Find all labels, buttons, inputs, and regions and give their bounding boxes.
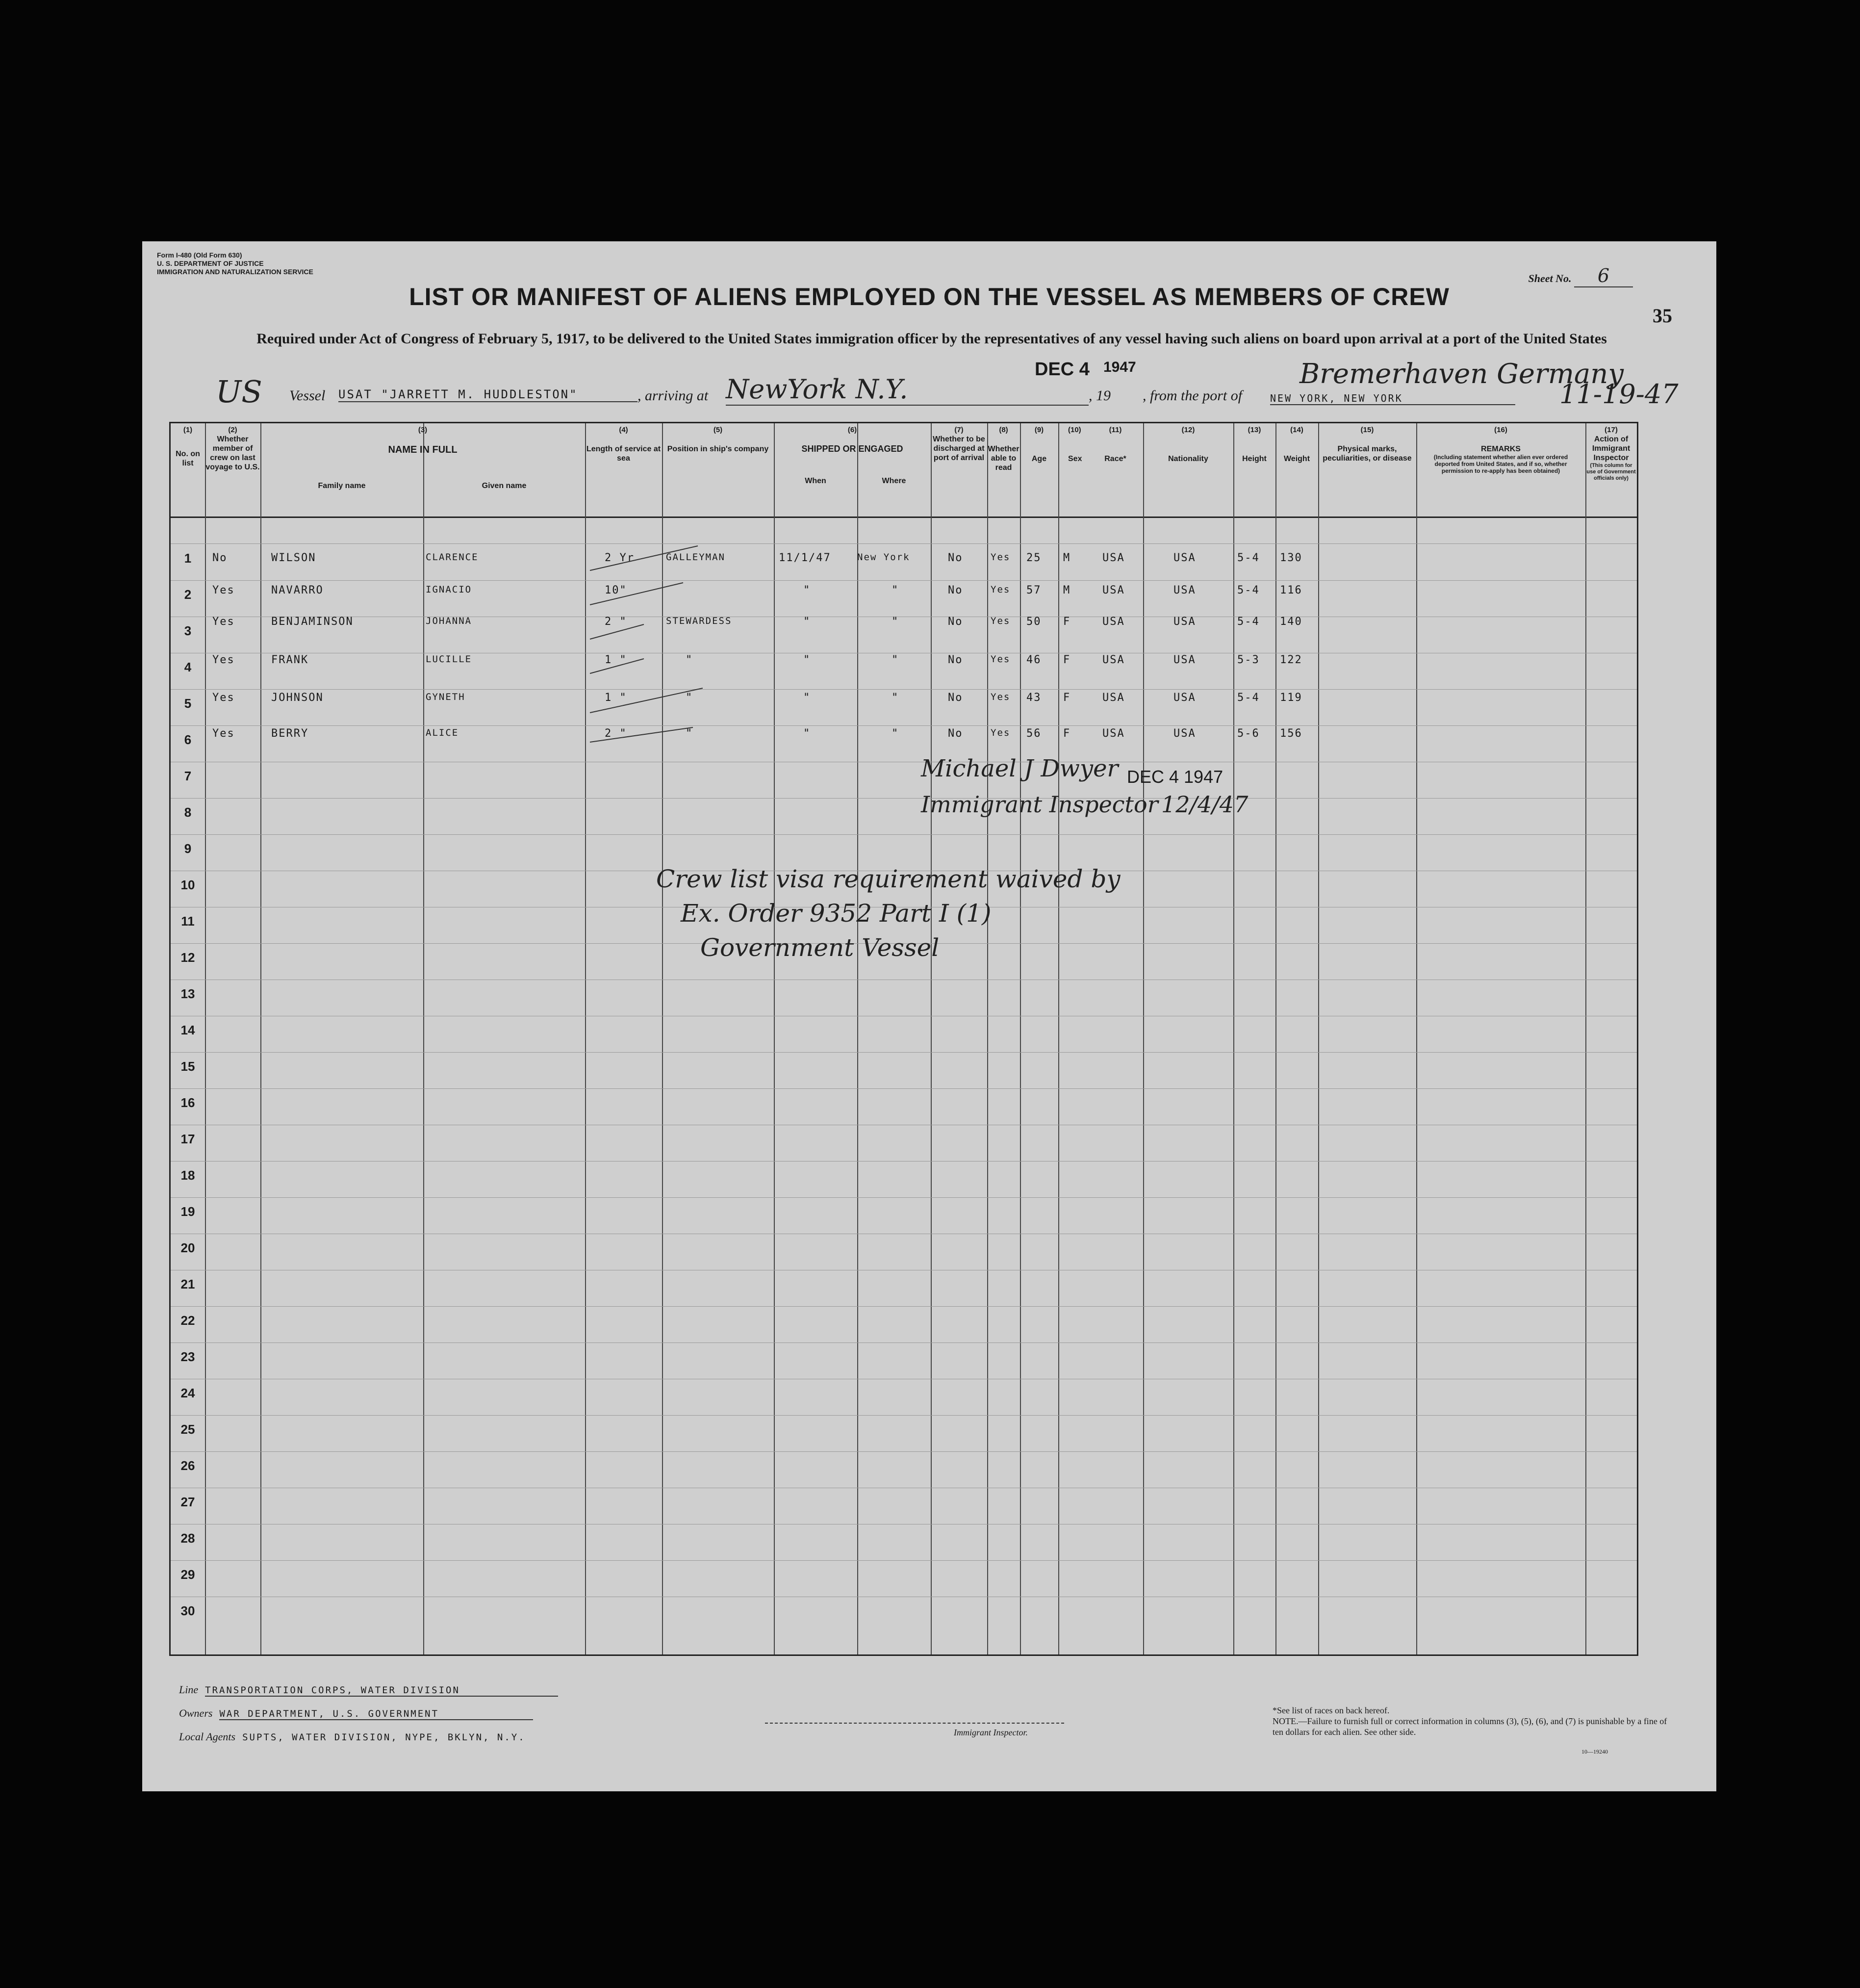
row-number: 24: [180, 1386, 195, 1400]
cell-when: ": [803, 727, 811, 740]
cell-age: 56: [1026, 727, 1042, 740]
inspection-stamp: DEC 4 1947: [1127, 767, 1223, 787]
page-subtitle: Required under Act of Congress of February 5, 1917, to be delivered to the United States immigration officer by the representatives of any vessel having such aliens on board upon arrival at a port of the United States: [256, 331, 1607, 347]
cell-nationality: USA: [1173, 616, 1196, 628]
form-service: IMMIGRATION AND NATURALIZATION SERVICE: [157, 268, 313, 276]
visa-waiver-note-line2: Ex. Order 9352 Part I (1): [681, 899, 992, 928]
footer-owners: Owners WAR DEPARTMENT, U.S. GOVERNMENT: [179, 1707, 533, 1720]
cell-race: USA: [1102, 654, 1125, 666]
row-number: 17: [180, 1132, 195, 1146]
row-number: 13: [180, 986, 195, 1001]
col-header-position: (5) Position in ship's company: [667, 426, 769, 453]
cell-height: 5-4: [1237, 584, 1260, 596]
row-number: 16: [180, 1095, 195, 1110]
row-number: 28: [180, 1531, 195, 1546]
row-number: 18: [180, 1168, 195, 1183]
row-number: 1: [184, 551, 192, 566]
cell-family-name: JOHNSON: [271, 692, 324, 704]
row-number: 25: [180, 1422, 195, 1437]
form-department: U. S. DEPARTMENT OF JUSTICE: [157, 259, 264, 267]
arrival-stamp-date: DEC 4: [1035, 359, 1090, 380]
cell-service: 1 ": [605, 692, 627, 704]
col-header-prev-voyage: (2) Whether member of crew on last voyage to U.S.: [205, 426, 260, 471]
row-number: 29: [180, 1567, 195, 1582]
cell-height: 5-6: [1237, 727, 1260, 740]
row-number: 30: [180, 1603, 195, 1618]
row-number: 7: [184, 769, 192, 783]
col-header-where: Where: [882, 477, 906, 485]
cell-read: Yes: [991, 584, 1011, 595]
cell-weight: 156: [1280, 727, 1302, 740]
cell-age: 57: [1026, 584, 1042, 596]
row-number: 6: [184, 732, 192, 747]
cell-weight: 119: [1280, 692, 1302, 704]
cell-where: ": [892, 616, 899, 628]
inspector-date-hand: 12/4/47: [1161, 791, 1248, 818]
page-title: LIST OR MANIFEST OF ALIENS EMPLOYED ON THE VESSEL AS MEMBERS OF CREW: [409, 283, 1450, 310]
cell-age: 43: [1026, 692, 1042, 704]
visa-waiver-note-line1: Crew list visa requirement waived by: [656, 865, 1121, 893]
inspector-signature-line: [765, 1723, 1064, 1724]
cell-service: 10": [605, 584, 627, 596]
col-header-when: When: [805, 477, 826, 485]
cell-where: ": [892, 654, 899, 666]
cell-family-name: WILSON: [271, 552, 316, 564]
cell-family-name: BENJAMINSON: [271, 616, 354, 628]
cell-prev-voyage: No: [212, 552, 228, 564]
row-number: 5: [184, 696, 192, 711]
cell-race: USA: [1102, 616, 1125, 628]
cell-family-name: NAVARRO: [271, 584, 324, 596]
col-header-read: (8) Whether able to read: [988, 426, 1019, 472]
cell-height: 5-4: [1237, 692, 1260, 704]
cell-service: 2 ": [605, 727, 627, 740]
cell-nationality: USA: [1173, 654, 1196, 666]
col-header-discharged: (7) Whether to be discharged at port of arrival: [933, 426, 985, 462]
cell-prev-voyage: Yes: [212, 616, 235, 628]
row-number: 23: [180, 1349, 195, 1364]
cell-given-name: ALICE: [426, 727, 459, 738]
cell-discharged: No: [948, 654, 963, 666]
cell-where: ": [892, 584, 899, 596]
cell-position: ": [686, 727, 693, 740]
cell-height: 5-3: [1237, 654, 1260, 666]
arriving-port: NewYork N.Y.: [726, 374, 1089, 406]
cell-race: USA: [1102, 692, 1125, 704]
race-note: *See list of races on back hereof.: [1273, 1705, 1390, 1715]
inspector-title-hand: Immigrant Inspector: [921, 791, 1158, 818]
cell-given-name: IGNACIO: [426, 584, 472, 595]
cell-weight: 116: [1280, 584, 1302, 596]
cell-when: ": [803, 616, 811, 628]
cell-service: 1 ": [605, 654, 627, 666]
cell-where: ": [892, 692, 899, 704]
cell-age: 25: [1026, 552, 1042, 564]
cell-race: USA: [1102, 584, 1125, 596]
col-header-height: (13) Height: [1242, 426, 1267, 463]
cell-weight: 140: [1280, 616, 1302, 628]
col-header-race: (11) Race*: [1104, 426, 1126, 463]
row-number: 26: [180, 1458, 195, 1473]
inspector-signature: Michael J Dwyer: [921, 755, 1119, 782]
col-header-physical-marks: (15) Physical marks, peculiarities, or disease: [1323, 426, 1412, 463]
row-number: 4: [184, 660, 192, 674]
cell-read: Yes: [991, 552, 1011, 563]
col-header-nationality: (12) Nationality: [1168, 426, 1208, 463]
cell-when: ": [803, 692, 811, 704]
cell-service: 2 ": [605, 616, 627, 628]
col-header-shipped: (6) SHIPPED OR ENGAGED: [801, 426, 903, 454]
from-label: , from the port of: [1143, 387, 1243, 404]
manifest-page: [142, 241, 1716, 1791]
page-number: 35: [1653, 305, 1672, 327]
cell-read: Yes: [991, 692, 1011, 702]
cell-position: ": [686, 654, 693, 666]
cell-where: ": [892, 727, 899, 740]
col-header-sex: (10) Sex: [1068, 426, 1082, 463]
cell-position: ": [686, 692, 693, 704]
footer-agents: Local Agents SUPTS, WATER DIVISION, NYPE, BKLYN, N.Y.: [179, 1730, 526, 1743]
cell-nationality: USA: [1173, 584, 1196, 596]
cell-nationality: USA: [1173, 727, 1196, 740]
cell-where: New York: [857, 552, 910, 563]
cell-weight: 122: [1280, 654, 1302, 666]
cell-when: ": [803, 654, 811, 666]
cell-read: Yes: [991, 654, 1011, 665]
form-number: Form I-480 (Old Form 630): [157, 251, 242, 259]
cell-family-name: FRANK: [271, 654, 309, 666]
arrival-stamp-year: 1947: [1103, 359, 1136, 375]
vessel-name: USAT "JARRETT M. HUDDLESTON": [338, 387, 637, 402]
cell-position: GALLEYMAN: [666, 552, 725, 563]
departure-date: 11-19-47: [1559, 379, 1679, 410]
vessel-line: [142, 359, 1716, 418]
cell-nationality: USA: [1173, 692, 1196, 704]
from-port-typed: NEW YORK, NEW YORK: [1270, 392, 1515, 405]
cell-discharged: No: [948, 616, 963, 628]
cell-discharged: No: [948, 727, 963, 740]
cell-family-name: BERRY: [271, 727, 309, 740]
cell-when: 11/1/47: [779, 552, 831, 564]
cell-discharged: No: [948, 692, 963, 704]
footer-line: Line TRANSPORTATION CORPS, WATER DIVISION: [179, 1683, 558, 1697]
cell-read: Yes: [991, 616, 1011, 626]
cell-sex: F: [1063, 616, 1071, 628]
form-code: 10—19240: [1581, 1748, 1608, 1755]
row-number: 14: [180, 1023, 195, 1037]
ditto-strokes: [585, 541, 703, 747]
cell-discharged: No: [948, 552, 963, 564]
col-header-weight: (14) Weight: [1283, 426, 1310, 463]
cell-sex: F: [1063, 727, 1071, 740]
year-label: , 19: [1089, 387, 1111, 404]
crew-table: [169, 422, 1638, 1656]
cell-sex: M: [1063, 552, 1071, 564]
cell-prev-voyage: Yes: [212, 654, 235, 666]
cell-weight: 130: [1280, 552, 1302, 564]
cell-read: Yes: [991, 727, 1011, 738]
cell-service: 2 Yr: [605, 552, 635, 564]
sheet-value: 6: [1574, 265, 1633, 287]
row-number: 15: [180, 1059, 195, 1074]
cell-given-name: JOHANNA: [426, 616, 472, 626]
cell-position: STEWARDESS: [666, 616, 732, 626]
us-mark: US: [216, 374, 262, 410]
col-header-no: (1) No. on list: [176, 426, 200, 467]
cell-given-name: GYNETH: [426, 692, 465, 702]
cell-when: ": [803, 584, 811, 596]
col-header-family-name: Family name: [318, 482, 366, 490]
col-header-service: (4) Length of service at sea: [586, 426, 661, 463]
form-info: [157, 251, 313, 276]
visa-waiver-note-line3: Government Vessel: [700, 933, 940, 962]
col-header-remarks: (16) REMARKS (Including statement whether alien ever ordered deported from United States, and if so, whether permission to re-apply has been obtained): [1433, 426, 1568, 474]
cell-age: 50: [1026, 616, 1042, 628]
row-number: 2: [184, 587, 192, 602]
col-header-given-name: Given name: [482, 482, 527, 490]
cell-discharged: No: [948, 584, 963, 596]
arriving-label: , arriving at: [637, 387, 709, 404]
row-number: 22: [180, 1313, 195, 1328]
row-number: 12: [180, 950, 195, 965]
penalty-note: NOTE.—Failure to furnish full or correct information in columns (3), (5), (6), and (7) is punishable by a fine of ten dollars for each alien. See other side.: [1273, 1716, 1667, 1737]
cell-height: 5-4: [1237, 552, 1260, 564]
row-number: 8: [184, 805, 192, 820]
cell-given-name: CLARENCE: [426, 552, 479, 563]
col-header-age: (9) Age: [1031, 426, 1047, 463]
cell-nationality: USA: [1173, 552, 1196, 564]
col-header-name: (3) NAME IN FULL: [388, 426, 458, 455]
vessel-label: Vessel: [289, 387, 326, 404]
row-number: 19: [180, 1204, 195, 1219]
cell-sex: F: [1063, 654, 1071, 666]
cell-given-name: LUCILLE: [426, 654, 472, 665]
row-number: 3: [184, 623, 192, 638]
sheet-label: Sheet No.: [1528, 272, 1572, 284]
cell-race: USA: [1102, 552, 1125, 564]
row-number: 9: [184, 841, 192, 856]
row-number: 20: [180, 1240, 195, 1255]
row-number: 27: [180, 1495, 195, 1509]
row-number: 21: [180, 1277, 195, 1291]
col-header-inspector-action: (17) Action of Immigrant Inspector (This column for use of Government officials only): [1586, 426, 1636, 481]
from-port-handwritten: Bremerhaven Germany: [1299, 358, 1624, 390]
cell-sex: M: [1063, 584, 1071, 596]
row-number: 10: [180, 878, 195, 892]
footer-inspector-label: Immigrant Inspector.: [954, 1728, 1028, 1737]
cell-sex: F: [1063, 692, 1071, 704]
cell-height: 5-4: [1237, 616, 1260, 628]
cell-race: USA: [1102, 727, 1125, 740]
cell-prev-voyage: Yes: [212, 727, 235, 740]
cell-prev-voyage: Yes: [212, 692, 235, 704]
cell-age: 46: [1026, 654, 1042, 666]
row-number: 11: [181, 914, 195, 929]
cell-prev-voyage: Yes: [212, 584, 235, 596]
